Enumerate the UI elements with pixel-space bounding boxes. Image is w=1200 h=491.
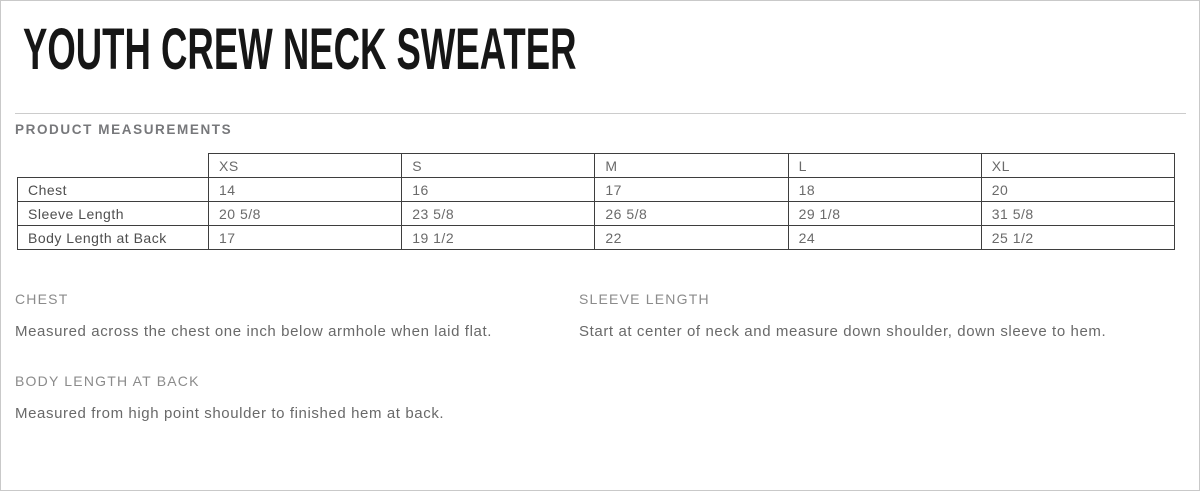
definition-sleeve-length-heading: SLEEVE LENGTH bbox=[579, 291, 710, 307]
measurement-cell: 25 1/2 bbox=[981, 226, 1174, 250]
product-measurements-heading: PRODUCT MEASUREMENTS bbox=[15, 122, 233, 137]
measurement-cell: 29 1/8 bbox=[788, 202, 981, 226]
page-title-text: YOUTH CREW NECK SWEATER bbox=[23, 17, 577, 82]
measurement-cell: 17 bbox=[209, 226, 402, 250]
page-title bbox=[1, 1, 1199, 82]
blank-corner-cell bbox=[18, 154, 209, 178]
measurement-cell: 22 bbox=[595, 226, 788, 250]
measurement-cell: 26 5/8 bbox=[595, 202, 788, 226]
table-row-chest bbox=[18, 178, 1175, 202]
measurement-cell: 19 1/2 bbox=[402, 226, 595, 250]
measurement-cell: 20 bbox=[981, 178, 1174, 202]
row-label-chest: Chest bbox=[18, 178, 209, 202]
row-label-sleeve-length: Sleeve Length bbox=[18, 202, 209, 226]
size-col-header-s: S bbox=[402, 154, 595, 178]
definition-chest-heading: CHEST bbox=[15, 291, 69, 307]
definition-sleeve-length-text: Start at center of neck and measure down shoulder, down sleeve to hem. bbox=[579, 323, 1107, 340]
measurement-cell: 23 5/8 bbox=[402, 202, 595, 226]
measurements-table bbox=[17, 153, 1175, 250]
definition-chest-text: Measured across the chest one inch below armhole when laid flat. bbox=[15, 323, 492, 340]
size-col-header-xl: XL bbox=[981, 154, 1174, 178]
measurement-cell: 18 bbox=[788, 178, 981, 202]
size-col-header-xs: XS bbox=[209, 154, 402, 178]
measurement-cell: 17 bbox=[595, 178, 788, 202]
measurement-cell: 14 bbox=[209, 178, 402, 202]
table-row-body-length-at-back bbox=[18, 226, 1175, 250]
measurement-cell: 20 5/8 bbox=[209, 202, 402, 226]
table-header-row bbox=[18, 154, 1175, 178]
definition-body-length-at-back-heading: BODY LENGTH AT BACK bbox=[15, 373, 200, 389]
definition-body-length-at-back bbox=[15, 372, 579, 428]
measurement-cell: 31 5/8 bbox=[981, 202, 1174, 226]
measurement-definitions bbox=[1, 290, 1199, 428]
size-col-header-l: L bbox=[788, 154, 981, 178]
definition-sleeve-length bbox=[579, 290, 1185, 346]
definition-chest bbox=[15, 290, 579, 346]
measurement-cell: 16 bbox=[402, 178, 595, 202]
definition-body-length-at-back-text: Measured from high point shoulder to finished hem at back. bbox=[15, 405, 445, 422]
table-row-sleeve-length bbox=[18, 202, 1175, 226]
row-label-body-length-at-back: Body Length at Back bbox=[18, 226, 209, 250]
size-col-header-m: M bbox=[595, 154, 788, 178]
divider-line bbox=[15, 113, 1186, 114]
measurement-cell: 24 bbox=[788, 226, 981, 250]
